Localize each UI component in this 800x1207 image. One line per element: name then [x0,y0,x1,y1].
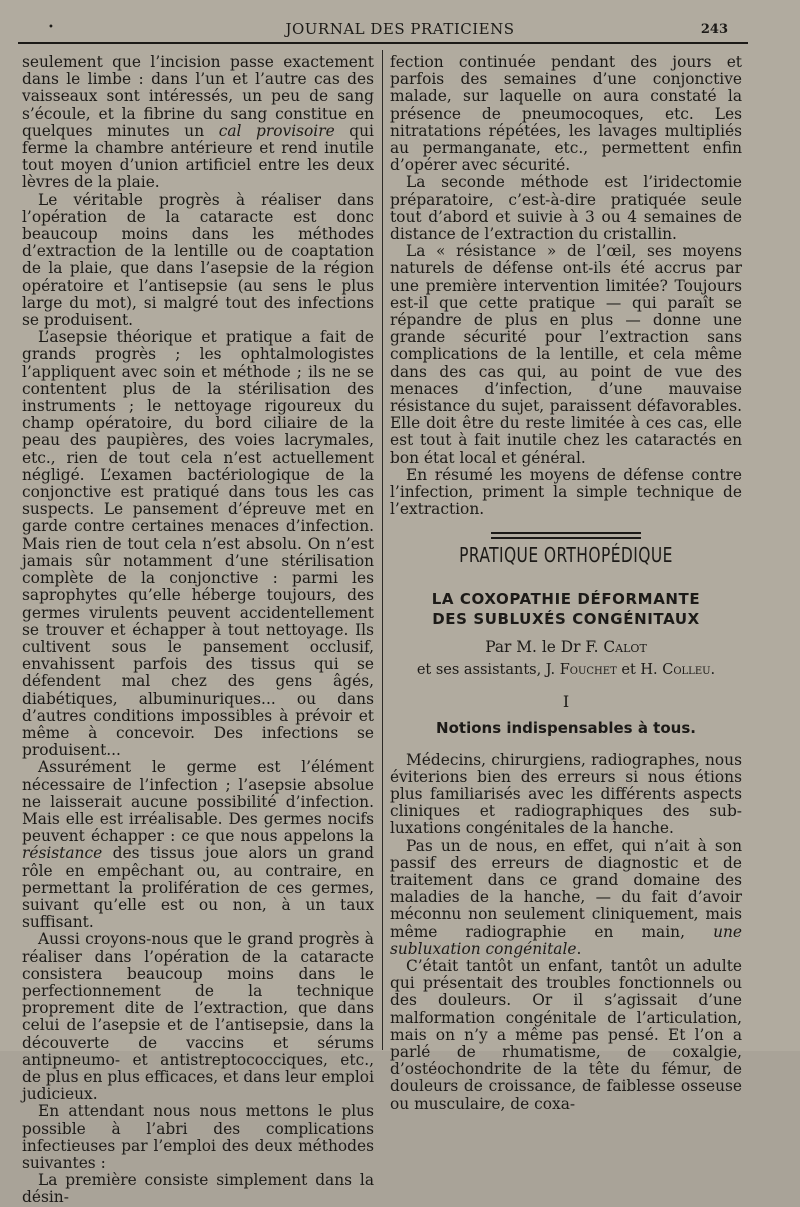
paragraph: En résumé les moyens de défense contre l’infection, priment la simple technique de l’extraction. [390,465,742,519]
paragraph: Aussi croyons-nous que le grand progrès à réaliser dans l’opération de la cataracte consistera beaucoup moins dans le perfectionnement de la technique proprement dite de l’extraction, que dans celui de l’asepsie et de l’antisepsie, dans la découverte de vaccins et sérums antipneumo- et antistreptococciques, etc., de plus en plus efficaces, et dans leur emploi judicieux. [22,930,374,1104]
column-divider [382,50,383,1050]
margin-mark: • [48,22,54,33]
page-number: 243 [700,22,728,37]
byline: Par M. le Dr F. Calot [485,637,647,656]
part-number: I [562,692,570,712]
paragraph: La « résistance » de l’œil, ses moyens naturels de défense ont-ils été accrus par une première intervention limitée? Toujours est-il que cette pratique — qui paraît se répandre de plus en plus — donne une grande sécurité pour l’extraction sans complications de la lentille, et cela même dans des cas qui, au point de vue des menaces d’infection, d’une mauvaise résistance du sujet, paraissent défavorables. Elle doit être du reste limitée à ces cas, elle est tout à fait inutile chez les cataractés en bon état local et général. [390,242,742,467]
journal-title: JOURNAL DES PRATICIENS [285,20,515,38]
section-title: PRATIQUE ORTHOPÉDIQUE [459,543,673,568]
byline-assistants: et ses assistants, J. Fouchet et H. Colleu. [416,661,716,678]
paragraph: La première consiste simplement dans la désin- [22,1171,374,1207]
paragraph: La seconde méthode est l’iridectomie préparatoire, c’est-à-dire pratiquée seule tout d’abord et suivie à 3 ou 4 semaines de distance de l’extraction du cristallin. [390,173,742,244]
paragraph: En attendant nous nous mettons le plus possible à l’abri des complications infectieuses par l’emploi des deux méthodes suivantes : [22,1102,374,1172]
paragraph: C’était tantôt un enfant, tantôt un adulte qui présentait des troubles fonctionnels ou des douleurs. Or il s’agissait d’une malformation congénitale de l’articulation, mais on n’y a même pas pensé. Et l’on a parlé de rhumatisme, de coxalgie, d’ostéochondrite de la tête du fémur, de douleurs de croissance, de faiblesse osseuse ou musculaire, de coxa- [390,956,742,1113]
paragraph: fection continuée pendant des jours et parfois des semaines d’une conjonctive malade, sur laquelle on aura constaté la présence de pneumocoques, etc. Les nitratations répétées, les lavages multipliés au permanganate, etc., permettent enfin d’opérer avec sécurité. [390,53,742,175]
article-title: LA COXOPATHIE DÉFORMANTE DES SUBLUXÉS CONGÉNITAUX [431,589,701,628]
paragraph: L’asepsie théorique et pratique a fait de grands progrès ; les ophtalmologistes l’appliquent avec soin et méthode ; ils ne se contentent plus de la stérilisation des instruments ; le nettoyage rigoureux du champ opératoire, du bord ciliaire de la peau des paupières, des voies lacrymales, etc., rien de tout cela n’est actuellement négligé. L’examen bactériologique de la conjonctive est pratiqué dans tous les cas suspects. Le pansement d’épreuve met en garde contre certaines menaces d’infection. Mais rien de tout cela n’est absolu. On n’est jamais sûr notamment d’une stérilisation complète de la conjonctive : parmi les saprophytes qu’elle héberge toujours, des germes virulents peuvent accidentellement se trouver et échapper à tout nettoyage. Ils cultivent sous le pansement occlusif, envahissent parfois des tissus qui se défendent mal chez des gens âgés, diabétiques, albuminuriques... ou dans d’autres conditions impossibles à prévoir et même à concevoir. Des infections se produisent... [22,328,374,760]
header-rule [18,42,748,44]
paragraph: Pas un de nous, en effet, qui n’ait à son passif des erreurs de diagnostic et de traitement dans ce grand domaine des maladies de la hanche, — du fait d’avoir méconnu non seulement cliniquement, mais même radiographie en main, une subluxation congénitale. [390,836,742,958]
paragraph: Médecins, chirurgiens, radiographes, nous éviterions bien des erreurs si nous étions plus familiarisés avec les différents aspects cliniques et radiographiques des sub-luxations congénitales de la hanche. [390,750,742,838]
paragraph: Assurément le germe est l’élément nécessaire de l’infection ; l’asepsie absolue ne laisserait aucune possibilité d’infection. Mais elle est irréalisable. Des germes nocifs peuvent échapper : ce que nous appelons la résistance des tissus joue alors un grand rôle en empêchant ou, au contraire, en permettant la prolifération de ces germes, suivant qu’elle est ou non, à un taux suffisant. [22,758,374,932]
left-column [22,54,374,1207]
right-column [390,54,742,1113]
paragraph: Le véritable progrès à réaliser dans l’opération de la cataracte est donc beaucoup moins dans les méthodes d’extraction de la lentille ou de coaptation de la plaie, que dans l’asepsie de la région opératoire et l’antisepsie (au sens le plus large du mot), si malgré tout des infections se produisent. [22,190,374,330]
running-head [0,10,800,44]
section-rule [491,532,641,539]
subheading: Notions indispensables à tous. [436,719,696,738]
paragraph: seulement que l’incision passe exactement dans le limbe : dans l’un et l’autre cas des vaisseaux sont intéressés, un peu de sang s’écoule, et la fibrine du sang constitue en quelques minutes un cal provisoire qui ferme la chambre antérieure et rend inutile tout moyen d’union artificiel entre les deux lèvres de la plaie. [22,53,374,192]
